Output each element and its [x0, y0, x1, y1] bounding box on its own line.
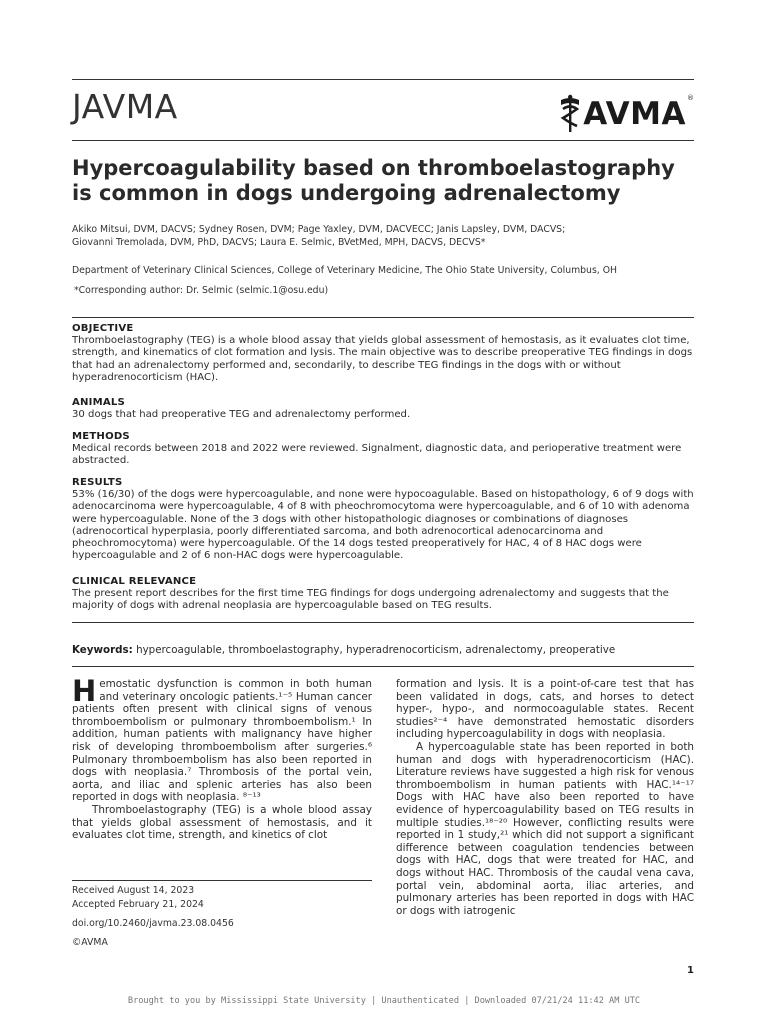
authors-line-1: Akiko Mitsui, DVM, DACVS; Sydney Rosen, DVM; Page Yaxley, DVM, DACVECC; Janis Lapsley, DVM, DACVS;: [72, 224, 566, 235]
doi-link[interactable]: doi.org/10.2460/javma.23.08.0456: [72, 918, 234, 929]
history-rule: [72, 880, 372, 881]
abstract-bottom-rule: [72, 622, 694, 623]
top-rule: [72, 79, 694, 80]
objective-text: Thromboelastography (TEG) is a whole blood assay that yields global assessment of hemostasis, as it evaluates clot time, strength, and kinematics of clot formation and lysis. The main objective was to describe preoperative TEG findings in dogs that had an adrenalectomy performed and, secondarily, to describe TEG findings in the dogs with or without hyperadrenocorticism (HAC).: [72, 335, 693, 383]
keywords-rule: [72, 666, 694, 667]
body-paragraph-1: emostatic dysfunction is common in both human and veterinary oncologic patients.¹⁻⁵ Human cancer patients often present with clinical signs of venous thromboembolism or pulmonary thromboembolism.¹ In addition, human patients with malignancy have higher risk of developing thromboembolism after surgeries.⁶ Pulmonary thromboembolism has also been reported in dogs with neoplasia.⁷ Thrombosis of the portal vein, aorta, and iliac and splenic arteries has also been reported in dogs with neoplasia. ⁸⁻¹³: [72, 678, 372, 804]
drop-cap: H: [72, 674, 97, 708]
keywords-text: hypercoagulable, thromboelastography, hyperadrenocorticism, adrenalectomy, preoperative: [136, 644, 616, 656]
header-rule: [72, 140, 694, 141]
page-number: 1: [687, 965, 694, 976]
keywords: [72, 644, 696, 656]
body-column-left: [72, 674, 372, 842]
title-line-2: is common in dogs undergoing adrenalectomy: [72, 181, 621, 205]
avma-logo: [559, 94, 694, 134]
methods-text: Medical records between 2018 and 2022 were reviewed. Signalment, diagnostic data, and perioperative treatment were abstracted.: [72, 443, 682, 467]
abstract-animals: [72, 397, 696, 421]
received-date: Received August 14, 2023: [72, 885, 195, 896]
results-text: 53% (16/30) of the dogs were hypercoagulable, and none were hypocoagulable. Based on histopathology, 6 of 9 dogs with adenocarcinoma were hypercoagulable, 4 of 8 with pheochromocytoma were hypercoagulable, and 6 of 10 with adenoma were hypercoagulable. None of the 3 dogs with other histopathologic diagnoses or combinations of diagnoses (adrenocortical hyperplasia, poorly differentiated sarcoma, and both adrenocortical adenocarcinoma and pheochromocytoma) were hypercoagulable. Of the 14 dogs tested preoperatively for HAC, 4 of 8 HAC dogs were hypercoagulable and 2 of 6 non-HAC dogs were hypercoagulable.: [72, 489, 694, 562]
body-paragraph-2: Thromboelastography (TEG) is a whole blood assay that yields global assessment of hemostasis, and it evaluates clot time, strength, and kinetics of clot: [72, 803, 372, 842]
abstract-methods: [72, 431, 696, 468]
objective-heading: OBJECTIVE: [72, 323, 134, 334]
affiliation: Department of Veterinary Clinical Sciences, College of Veterinary Medicine, The Ohio State University, Columbus, OH: [72, 265, 618, 276]
body-column-right: [396, 678, 694, 917]
authors-line-2: Giovanni Tremolada, DVM, PhD, DACVS; Laura E. Selmic, BVetMed, MPH, DACVS, DECVS*: [72, 237, 486, 248]
body-paragraph-3: formation and lysis. It is a point-of-care test that has been validated in dogs, cats, and horses to detect hyper-, hypo-, and normocoagulable states. Recent studies²⁻⁴ have demonstrated hemostatic disorders including hypercoagulability in dogs with neoplasia.: [396, 678, 694, 741]
abstract-top-rule: [72, 317, 694, 318]
title-line-1: Hypercoagulability based on thromboelastography: [72, 156, 675, 180]
abstract-results: [72, 477, 696, 562]
keywords-label: Keywords:: [72, 644, 133, 656]
abstract-relevance: [72, 576, 696, 613]
avma-logo-text: AVMA: [583, 96, 686, 132]
body-paragraph-4: A hypercoagulable state has been reported in both human and dogs with hyperadrenocorticism (HAC). Literature reviews have suggested a high risk for venous thromboembolism in human patients with HAC.¹⁴⁻¹⁷ Dogs with HAC have also been reported to have evidence of hypercoagulability based on TEG results in multiple studies.¹⁸⁻²⁰ However, conflicting results were reported in 1 study,²¹ which did not support a significant difference between coagulation tendencies between dogs with HAC, dogs that were treated for HAC, and dogs without HAC. Thrombosis of the caudal vena cava, portal vein, abdominal aorta, iliac arteries, and pulmonary arteries has been reported in dogs with HAC or dogs with iatrogenic: [396, 740, 694, 917]
animals-text: 30 dogs that had preoperative TEG and adrenalectomy performed.: [72, 409, 411, 421]
methods-heading: METHODS: [72, 431, 130, 442]
animals-heading: ANIMALS: [72, 397, 125, 408]
caduceus-icon: [559, 94, 581, 134]
registered-mark: ®: [687, 94, 694, 102]
article-history: [72, 884, 372, 955]
abstract-objective: [72, 323, 696, 384]
accepted-date: Accepted February 21, 2024: [72, 899, 204, 910]
relevance-heading: CLINICAL RELEVANCE: [72, 576, 197, 587]
copyright: ©AVMA: [72, 937, 108, 948]
download-footer: Brought to you by Mississippi State University | Unauthenticated | Downloaded 07/21/24 11:42 AM UTC: [127, 996, 641, 1006]
journal-name: JAVMA: [72, 87, 178, 126]
relevance-text: The present report describes for the first time TEG findings for dogs undergoing adrenalectomy and suggests that the majority of dogs with adrenal neoplasia are hypercoagulable based on TEG results.: [72, 588, 669, 612]
results-heading: RESULTS: [72, 477, 123, 488]
article-title: [72, 156, 692, 206]
corresponding-author: *Corresponding author: Dr. Selmic (selmic.1@osu.edu): [74, 285, 329, 296]
author-list: [72, 223, 692, 249]
